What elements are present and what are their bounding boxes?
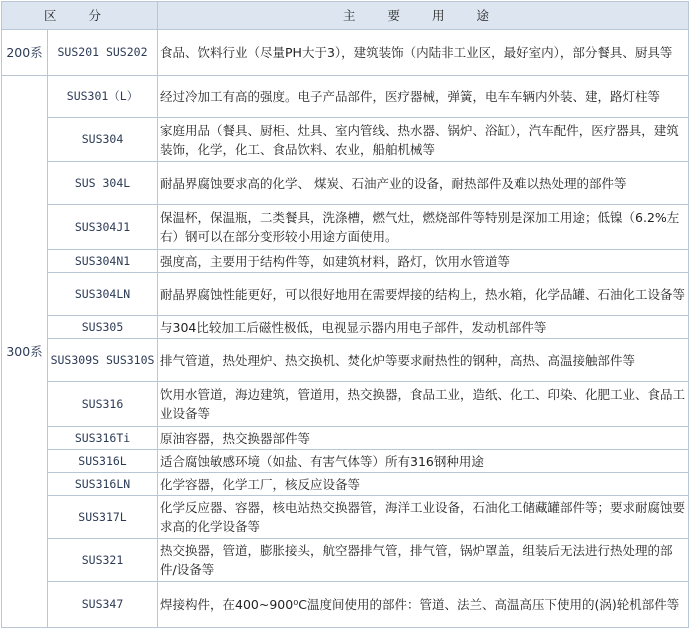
- table-row: [2, 205, 689, 250]
- table-row: [2, 382, 689, 427]
- grade-cell: SUS301（L）: [48, 76, 158, 118]
- table-row: [2, 162, 689, 205]
- usage-cell: 饮用水管道，海边建筑，管道用，热交换器，食品工业，造纸、化工、印染、化肥工业、食品工业设备等: [158, 382, 689, 427]
- usage-cell: 保温杯，保温瓶，二类餐具，洗涤槽，燃气灶，燃烧部件等特别是深加工用途；低镍（6.2%左右）钢可以在部分变形较小用途方面使用。: [158, 205, 689, 250]
- table-row: [2, 582, 689, 628]
- usage-cell: 原油容器，热交换器部件等: [158, 427, 689, 450]
- usage-cell: 适合腐蚀敏感环境（如盐、有害气体等）所有316钢种用途: [158, 450, 689, 473]
- grade-cell: SUS317L: [48, 496, 158, 539]
- series-label: 200系: [2, 30, 48, 76]
- grade-cell: SUS305: [48, 316, 158, 339]
- series-label: 300系: [2, 76, 48, 628]
- table-row: [2, 539, 689, 582]
- usage-cell: 经过冷加工有高的强度。电子产品部件，医疗器械，弹簧，电车车辆内外装、建，路灯柱等: [158, 76, 689, 118]
- usage-cell: 热交换器，管道，膨胀接头，航空器排气管，排气管，锅炉罩盖，组装后无法进行热处理的部件/设备等: [158, 539, 689, 582]
- table-row: [2, 118, 689, 162]
- grade-cell: SUS347: [48, 582, 158, 628]
- usage-cell: 耐晶界腐蚀性能更好，可以很好地用在需要焊接的结构上，热水箱，化学品罐、石油化工设备等: [158, 273, 689, 316]
- grade-cell: SUS 304L: [48, 162, 158, 205]
- header-usage: 主 要 用 途: [158, 2, 689, 30]
- table-row: [2, 427, 689, 450]
- grade-cell: SUS316LN: [48, 473, 158, 496]
- grade-cell: SUS316Ti: [48, 427, 158, 450]
- usage-cell: 强度高，主要用于结构件等，如建筑材料，路灯，饮用水管道等: [158, 250, 689, 273]
- grade-cell: SUS304N1: [48, 250, 158, 273]
- table-header-row: [2, 2, 689, 30]
- table-row: [2, 316, 689, 339]
- table-row: [2, 339, 689, 382]
- usage-cell: 食品、饮料行业（尽量PH大于3），建筑装饰（内陆非工业区，最好室内），部分餐具、厨具等: [158, 30, 689, 76]
- table-row: [2, 473, 689, 496]
- header-category: 区 分: [2, 2, 158, 30]
- usage-cell: 化学反应器、容器，核电站热交换器管，海洋工业设备，石油化工储藏罐部件等；要求耐腐蚀要求高的化学设备等: [158, 496, 689, 539]
- grade-cell: SUS304LN: [48, 273, 158, 316]
- table-row: [2, 30, 689, 76]
- grade-cell: SUS201 SUS202: [48, 30, 158, 76]
- usage-cell: 焊接构件，在400~900⁰C温度间使用的部件：管道、法兰、高温高压下使用的(涡)轮机部件等: [158, 582, 689, 628]
- table-row: [2, 250, 689, 273]
- usage-cell: 化学容器，化学工厂，核反应设备等: [158, 473, 689, 496]
- grade-cell: SUS309S SUS310S: [48, 339, 158, 382]
- usage-cell: 排气管道，热处理炉、热交换机、焚化炉等要求耐热性的钢种，高热、高温接触部件等: [158, 339, 689, 382]
- table-row: [2, 450, 689, 473]
- table-row: [2, 496, 689, 539]
- grade-cell: SUS304J1: [48, 205, 158, 250]
- grade-cell: SUS304: [48, 118, 158, 162]
- usage-cell: 耐晶界腐蚀要求高的化学、 煤炭、石油产业的设备，耐热部件及难以热处理的部件等: [158, 162, 689, 205]
- stainless-steel-usage-table: [1, 1, 689, 628]
- grade-cell: SUS321: [48, 539, 158, 582]
- grade-cell: SUS316L: [48, 450, 158, 473]
- grade-cell: SUS316: [48, 382, 158, 427]
- usage-cell: 家庭用品（餐具、厨柜、灶具、室内管线、热水器、锅炉、浴缸），汽车配件，医疗器具，建筑装饰，化学，化工、食品饮料、农业，船舶机械等: [158, 118, 689, 162]
- table-row: [2, 76, 689, 118]
- usage-cell: 与304比较加工后磁性极低，电视显示器内用电子部件，发动机部件等: [158, 316, 689, 339]
- table-row: [2, 273, 689, 316]
